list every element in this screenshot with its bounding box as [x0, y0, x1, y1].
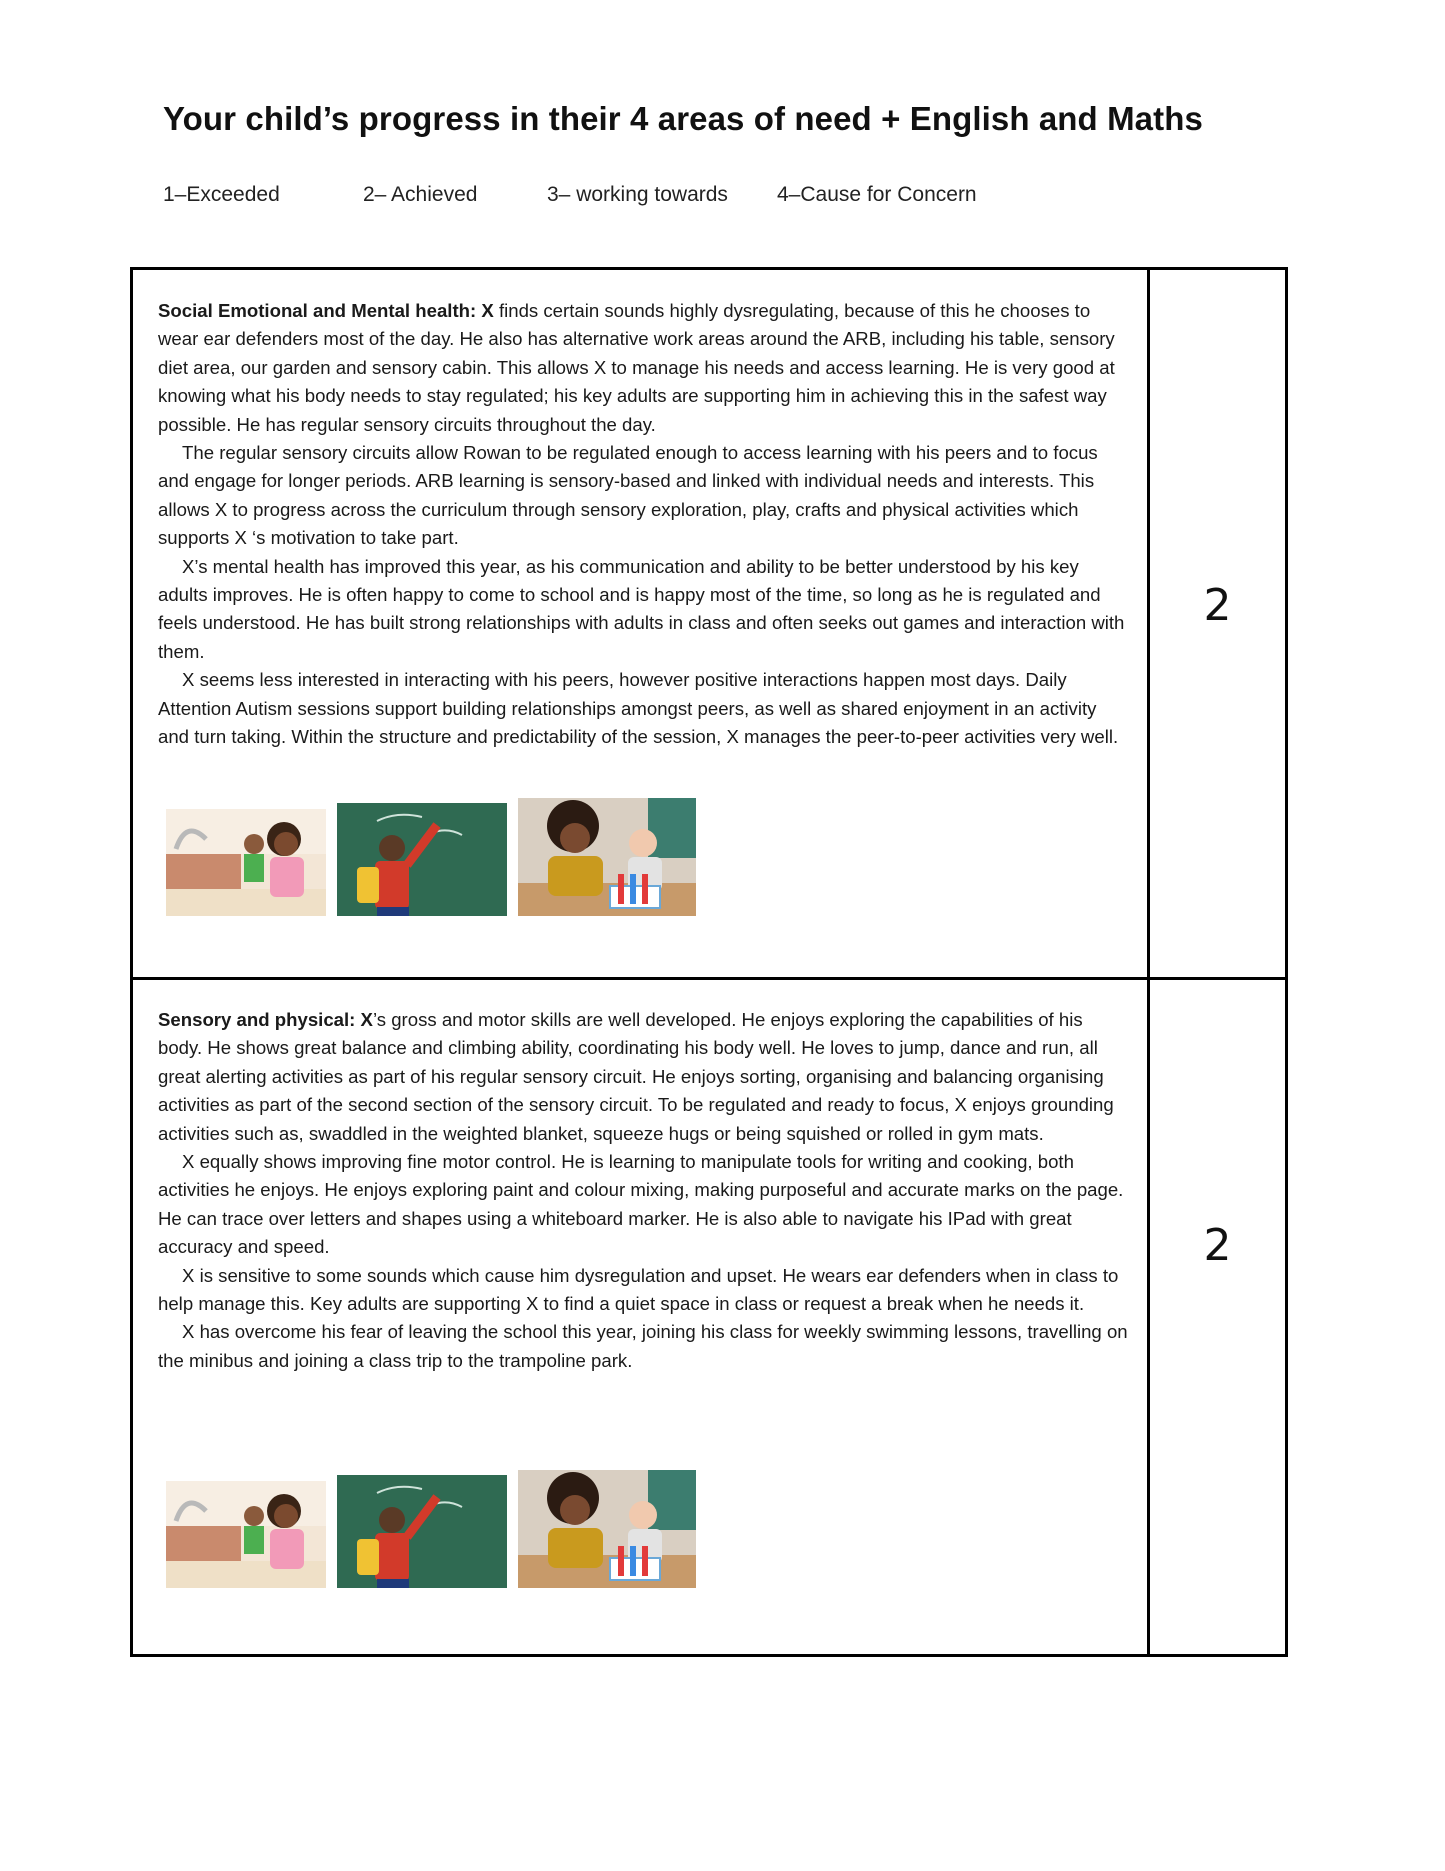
rating-sensory-physical: 2: [1203, 1220, 1232, 1271]
key-cause-for-concern: 4–Cause for Concern: [777, 183, 977, 206]
paragraph-text: finds certain sounds highly dysregulating, because of this he chooses to wear ear defenders most of the day. He also has alternative work areas around the ARB, including his table, sensory diet area, our garden and sensory cabin. This allows X to manage his needs and access learning. He is very good at knowing what his body needs to stay regulated; his key adults are supporting him in achieving this in the safest way possible. He has regular sensory circuits throughout the day.: [158, 300, 1115, 435]
section-heading: Sensory and physical:: [158, 1009, 356, 1030]
section-paragraph: X equally shows improving fine motor control. He is learning to manipulate tools for writing and cooking, both activities he enjoys. He enjoys exploring paint and colour mixing, making purposeful and accurate marks on the page. He can trace over letters and shapes using a whiteboard marker. He is also able to navigate his IPad with great accuracy and speed.: [158, 1151, 1124, 1258]
key-working-towards: 3– working towards: [547, 183, 728, 206]
section-social-emotional: [158, 297, 1128, 752]
handwashing-photo: [166, 809, 326, 916]
key-exceeded: 1–Exceeded: [163, 183, 280, 206]
section-paragraph: [158, 1006, 1128, 1148]
chalkboard-photo: [337, 1475, 507, 1588]
page-title: Your child’s progress in their 4 areas of need + English and Maths: [163, 100, 1203, 137]
section-subject: X: [481, 300, 494, 321]
section-paragraph: X seems less interested in interacting with his peers, however positive interactions happen most days. Daily Attention Autism sessions support building relationships amongst peers, as well as shared enjoyment in an activity and turn taking. Within the structure and predictability of the session, X manages the peer-to-peer activities very well.: [158, 669, 1119, 748]
progress-table: [130, 267, 1288, 1657]
row-divider: [133, 977, 1285, 980]
paragraph-text: ’s gross and motor skills are well developed. He enjoys exploring the capabilities of his body. He shows great balance and climbing ability, coordinating his body well. He loves to jump, dance and run, all great alerting activities as part of his regular sensory circuit. He enjoys sorting, organising and balancing organising activities as part of the second section of the sensory circuit. To be regulated and ready to focus, X enjoys grounding activities such as, swaddled in the weighted blanket, squeeze hugs or being squished or rolled in gym mats.: [158, 1009, 1114, 1144]
section-heading: Social Emotional and Mental health:: [158, 300, 477, 321]
rating-social-emotional: 2: [1203, 580, 1232, 631]
section-paragraph: X is sensitive to some sounds which cause him dysregulation and upset. He wears ear defenders when in class to help manage this. Key adults are supporting X to find a quiet space in class or request a break when he needs it.: [158, 1264, 1119, 1315]
handwashing-photo: [166, 1481, 326, 1588]
science-class-photo: [518, 1470, 696, 1588]
section-paragraph: X has overcome his fear of leaving the school this year, joining his class for weekly swimming lessons, travelling on the minibus and joining a class trip to the trampoline park.: [158, 1321, 1128, 1371]
chalkboard-photo: [337, 803, 507, 916]
column-divider: [1147, 270, 1150, 1654]
section-paragraph: [158, 297, 1128, 439]
section-paragraph: X’s mental health has improved this year, as his communication and ability to be better understood by his key adults improves. He is often happy to come to school and is happy most of the time, so long as he is regulated and feels understood. He has built strong relationships with adults in class and often seeks out games and interaction with them.: [158, 555, 1125, 662]
section-subject: X: [360, 1009, 373, 1030]
section-paragraph: The regular sensory circuits allow Rowan to be regulated enough to access learning with his peers and to focus and engage for longer periods. ARB learning is sensory-based and linked with individual needs and interests. This allows X to progress across the curriculum through sensory exploration, play, crafts and physical activities which supports X ‘s motivation to take part.: [158, 442, 1098, 549]
section-sensory-physical: [158, 1006, 1128, 1375]
key-achieved: 2– Achieved: [363, 183, 478, 206]
science-class-photo: [518, 798, 696, 916]
